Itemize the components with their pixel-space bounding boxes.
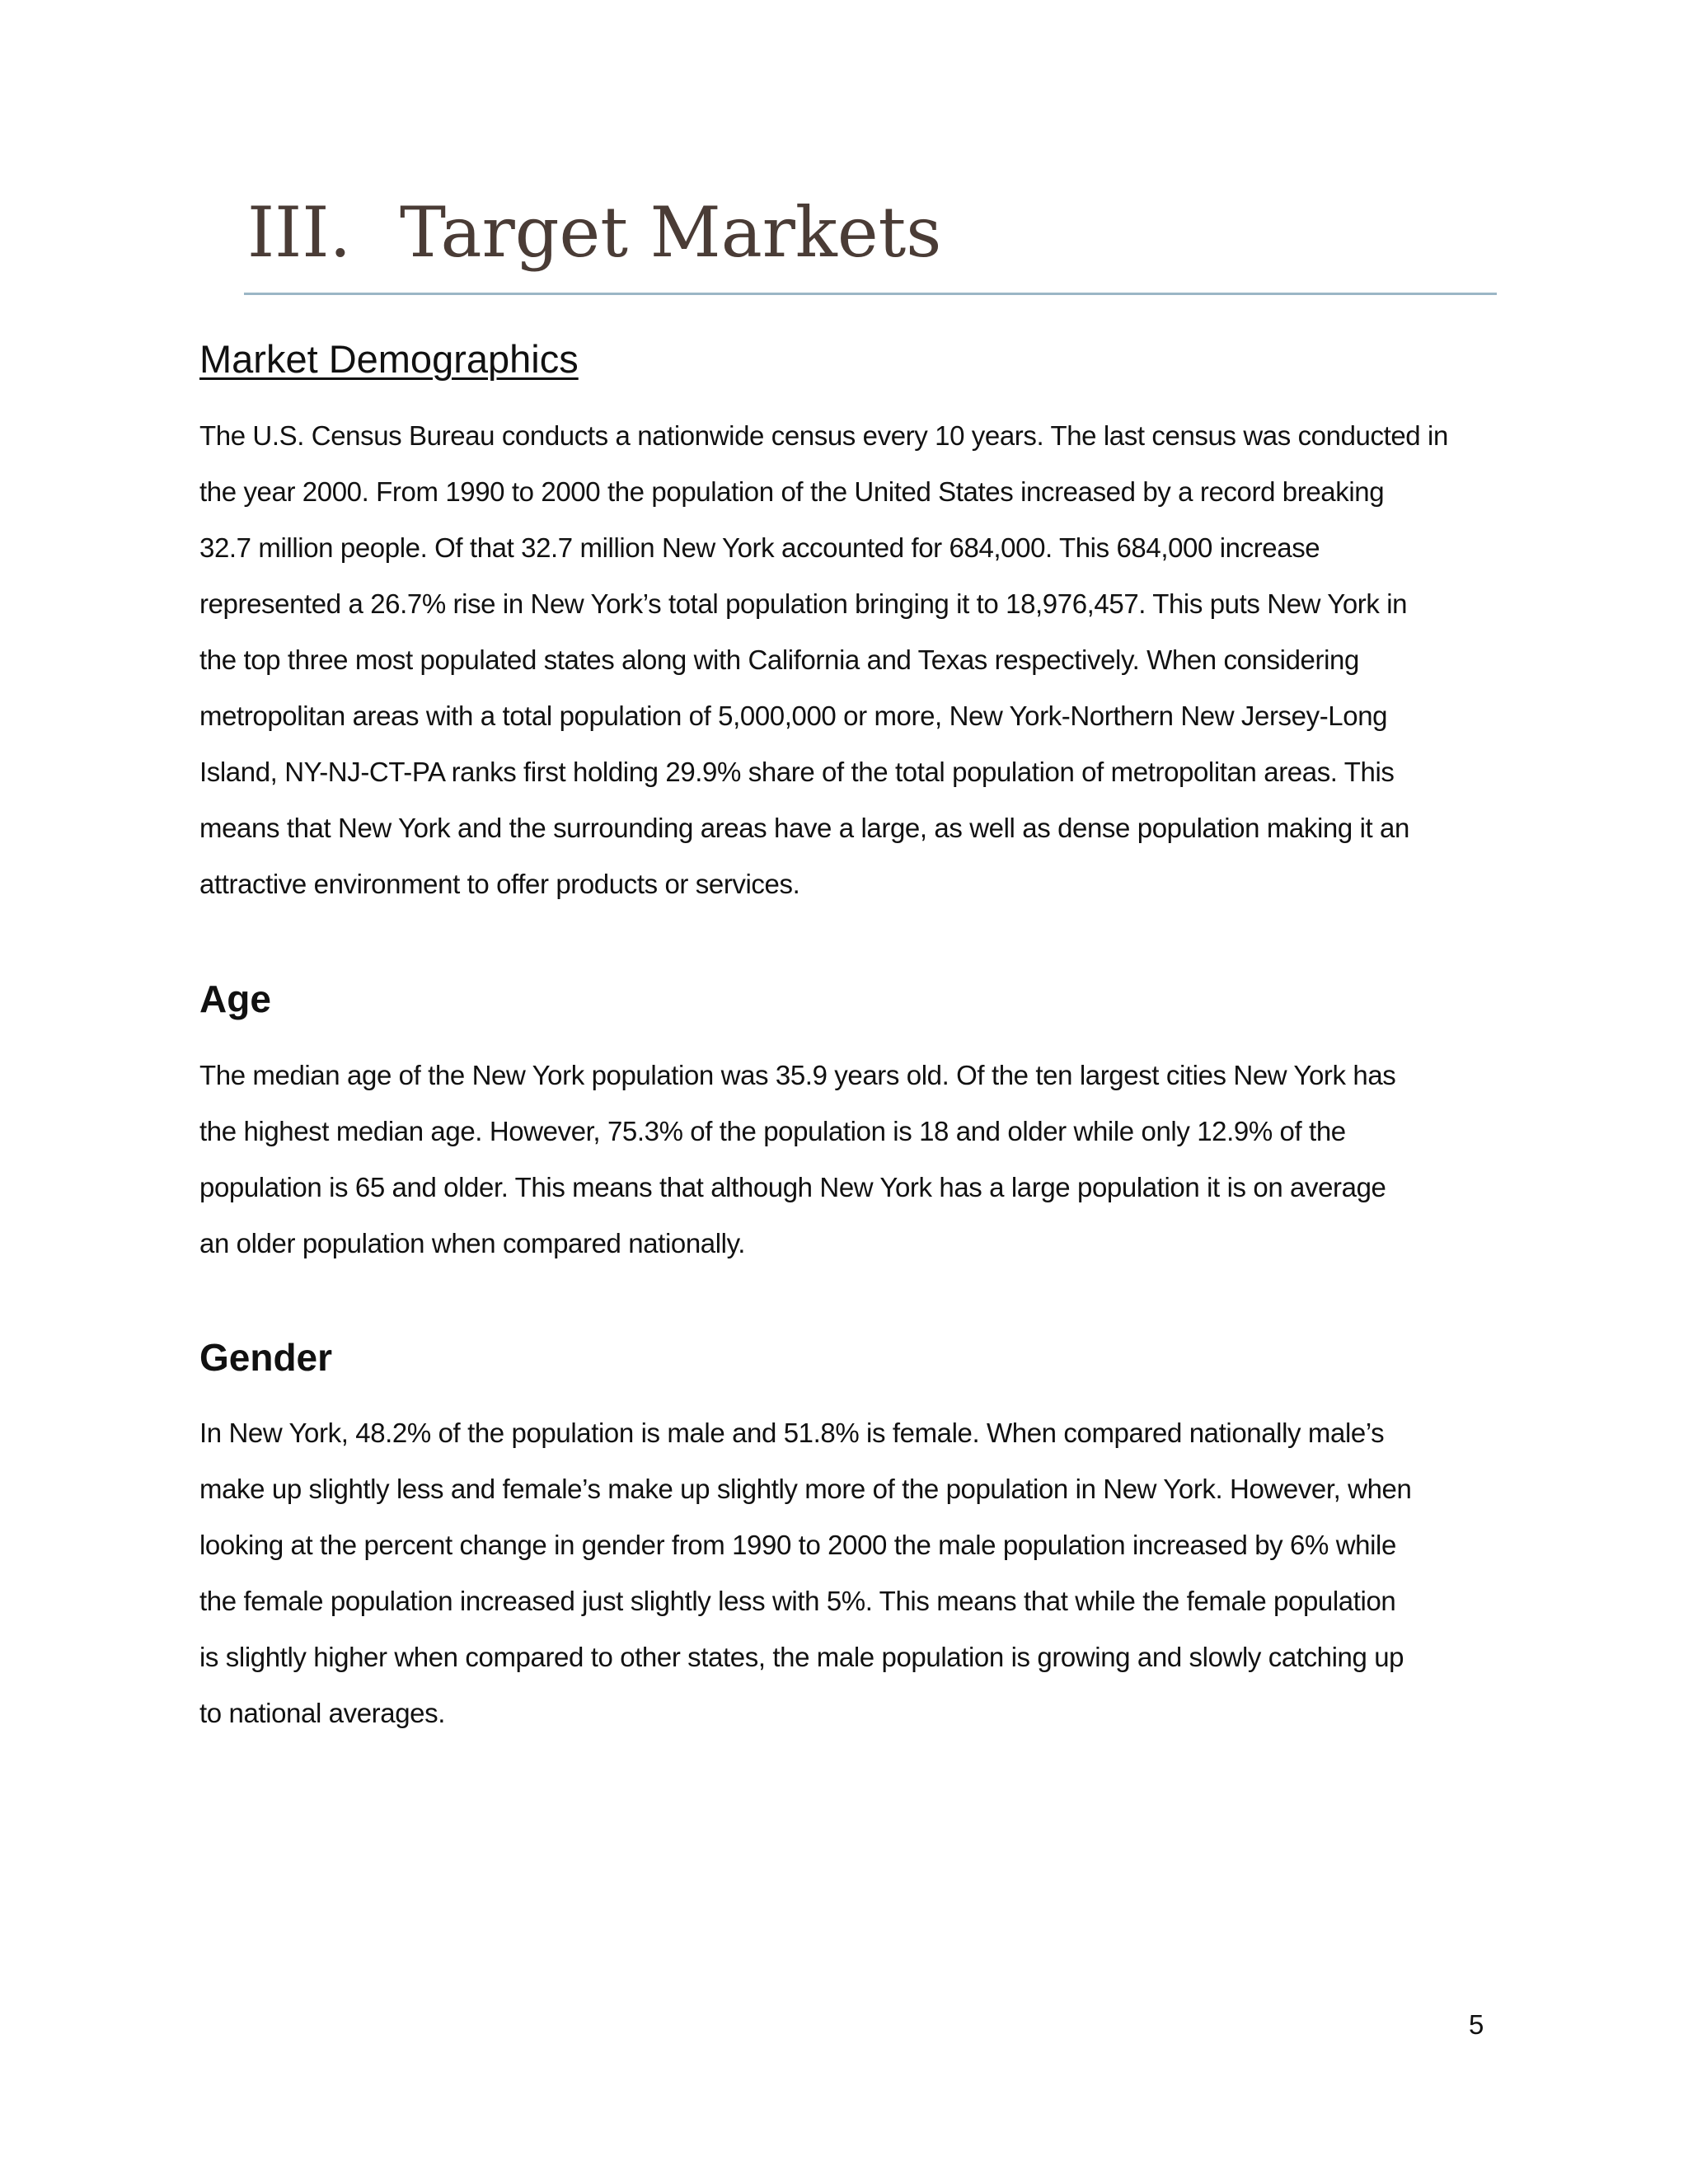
text-line: looking at the percent change in gender from 1990 to 2000 the male population increased by 6% while — [199, 1530, 1396, 1560]
chapter-number: III. — [247, 192, 352, 273]
text-line: Island, NY-NJ-CT-PA ranks first holding 29.9% share of the total population of metropolitan areas. This — [199, 757, 1395, 787]
title-divider — [244, 293, 1497, 295]
market-demographics-heading: Market Demographics — [199, 337, 579, 381]
text-line: the year 2000. From 1990 to 2000 the population of the United States increased by a record breaking — [199, 476, 1385, 507]
page-number: 5 — [1469, 2009, 1484, 2040]
text-line: is slightly higher when compared to other states, the male population is growing and slowly catching up — [199, 1642, 1404, 1672]
text-line: 32.7 million people. Of that 32.7 million New York accounted for 684,000. This 684,000 increase — [199, 532, 1320, 563]
gender-heading: Gender — [199, 1336, 333, 1379]
text-line: make up slightly less and female’s make up slightly more of the population in New York. However, when — [199, 1474, 1412, 1504]
text-line: the highest median age. However, 75.3% of the population is 18 and older while only 12.9% of the — [199, 1116, 1346, 1146]
text-line: The median age of the New York population was 35.9 years old. Of the ten largest cities New York has — [199, 1060, 1396, 1090]
chapter-title-text: Target Markets — [400, 192, 942, 273]
market-demographics-paragraph — [199, 408, 1510, 912]
text-line: In New York, 48.2% of the population is male and 51.8% is female. When compared nationally male’s — [199, 1418, 1385, 1448]
age-paragraph — [199, 1047, 1510, 1272]
text-line: to national averages. — [199, 1698, 445, 1728]
text-line: metropolitan areas with a total population of 5,000,000 or more, New York-Northern New Jersey-Long — [199, 701, 1388, 731]
text-line: attractive environment to offer products or services. — [199, 869, 800, 899]
text-line: The U.S. Census Bureau conducts a nationwide census every 10 years. The last census was conducted in — [199, 420, 1448, 451]
text-line: an older population when compared nationally. — [199, 1228, 746, 1258]
text-line: represented a 26.7% rise in New York’s total population bringing it to 18,976,457. This puts New York in — [199, 588, 1408, 619]
text-line: the top three most populated states along with California and Texas respectively. When considering — [199, 644, 1359, 675]
gender-paragraph — [199, 1405, 1510, 1741]
age-heading: Age — [199, 977, 271, 1020]
text-line: population is 65 and older. This means that although New York has a large population it is on average — [199, 1172, 1386, 1202]
text-line: means that New York and the surrounding areas have a large, as well as dense population making it an — [199, 813, 1409, 843]
chapter-title — [247, 192, 942, 273]
text-line: the female population increased just slightly less with 5%. This means that while the female population — [199, 1586, 1396, 1616]
